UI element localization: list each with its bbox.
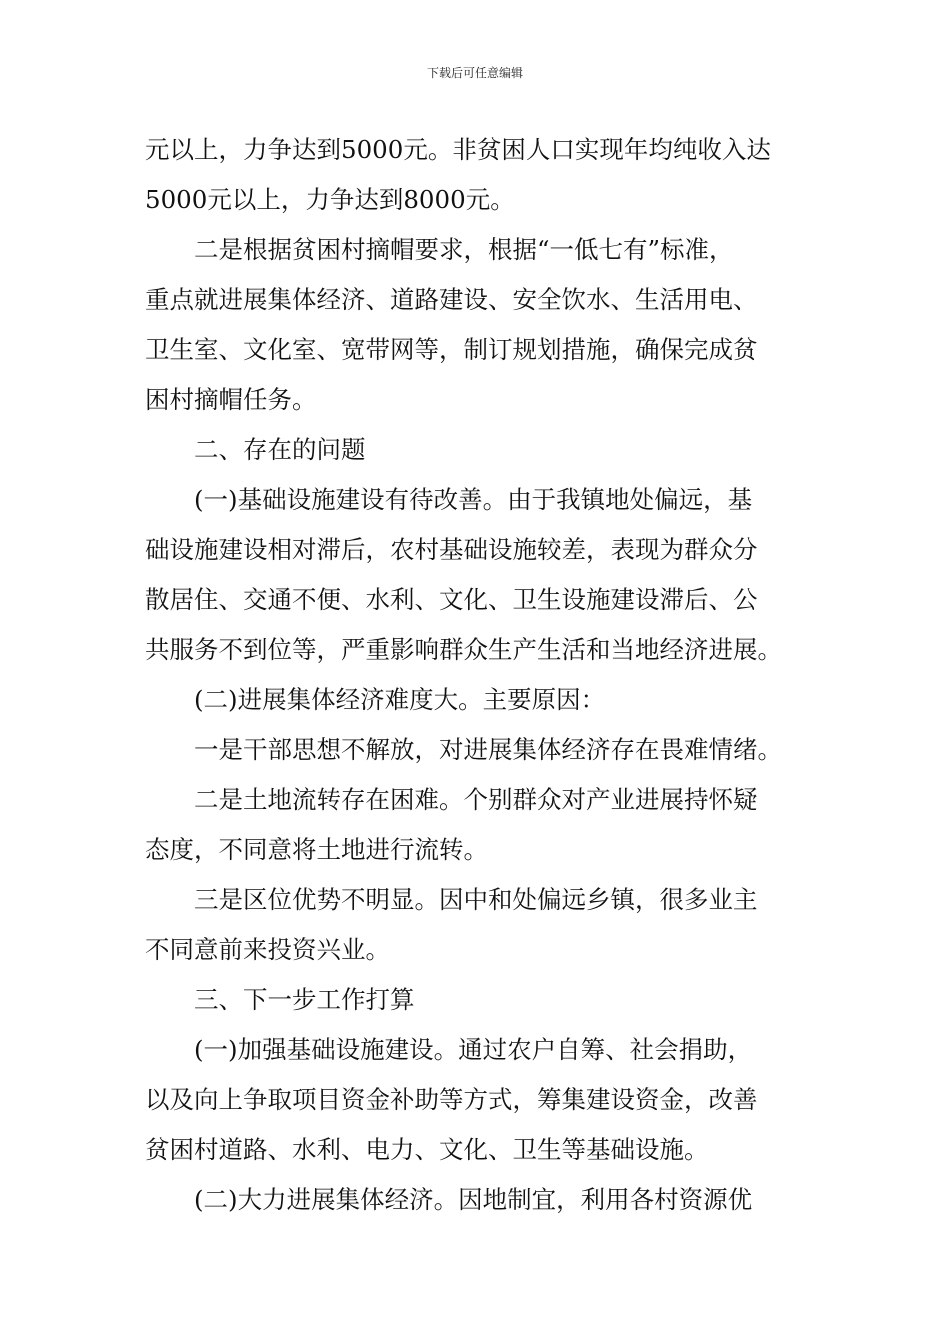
text-line: (二)大力进展集体经济。因地制宜，利用各村资源优 — [145, 1185, 753, 1214]
text-line: (二)进展集体经济难度大。主要原因： — [145, 685, 606, 714]
page-header: 下载后可任意编辑 — [426, 66, 523, 80]
text-line: 三是区位优势不明显。因中和处偏远乡镇，很多业主 — [145, 885, 758, 914]
text-line: 卫生室、文化室、宽带网等，制订规划措施，确保完成贫 — [145, 335, 758, 364]
text-line: 困村摘帽任务。 — [145, 385, 317, 414]
text-line: 二是土地流转存在困难。个别群众对产业进展持怀疑 — [145, 785, 758, 814]
text-line: 不同意前来投资兴业。 — [145, 935, 390, 964]
text-line: 态度，不同意将土地进行流转。 — [145, 835, 488, 864]
text-line: 重点就进展集体经济、道路建设、安全饮水、生活用电、 — [145, 285, 758, 314]
section-heading: 三、下一步工作打算 — [145, 985, 415, 1014]
text-line: 贫困村道路、水利、电力、文化、卫生等基础设施。 — [145, 1135, 709, 1164]
text-line: 础设施建设相对滞后，农村基础设施较差，表现为群众分 — [145, 535, 758, 564]
text-line: (一)基础设施建设有待改善。由于我镇地处偏远，基 — [145, 485, 753, 514]
text-line: 二是根据贫困村摘帽要求，根据“一低七有”标准， — [145, 235, 734, 264]
text-line: 一是干部思想不解放，对进展集体经济存在畏难情绪。 — [145, 735, 782, 764]
text-line: 元以上，力争达到5000元。非贫困人口实现年均纯收入达 — [145, 135, 771, 164]
text-line: 散居住、交通不便、水利、文化、卫生设施建设滞后、公 — [145, 585, 758, 614]
section-heading: 二、存在的问题 — [145, 435, 366, 464]
text-line: (一)加强基础设施建设。通过农户自筹、社会捐助， — [145, 1035, 753, 1064]
text-line: 以及向上争取项目资金补助等方式，筹集建设资金，改善 — [145, 1085, 758, 1114]
text-line: 共服务不到位等，严重影响群众生产生活和当地经济进展。 — [145, 635, 782, 664]
text-line: 5000元以上，力争达到8000元。 — [145, 185, 515, 214]
